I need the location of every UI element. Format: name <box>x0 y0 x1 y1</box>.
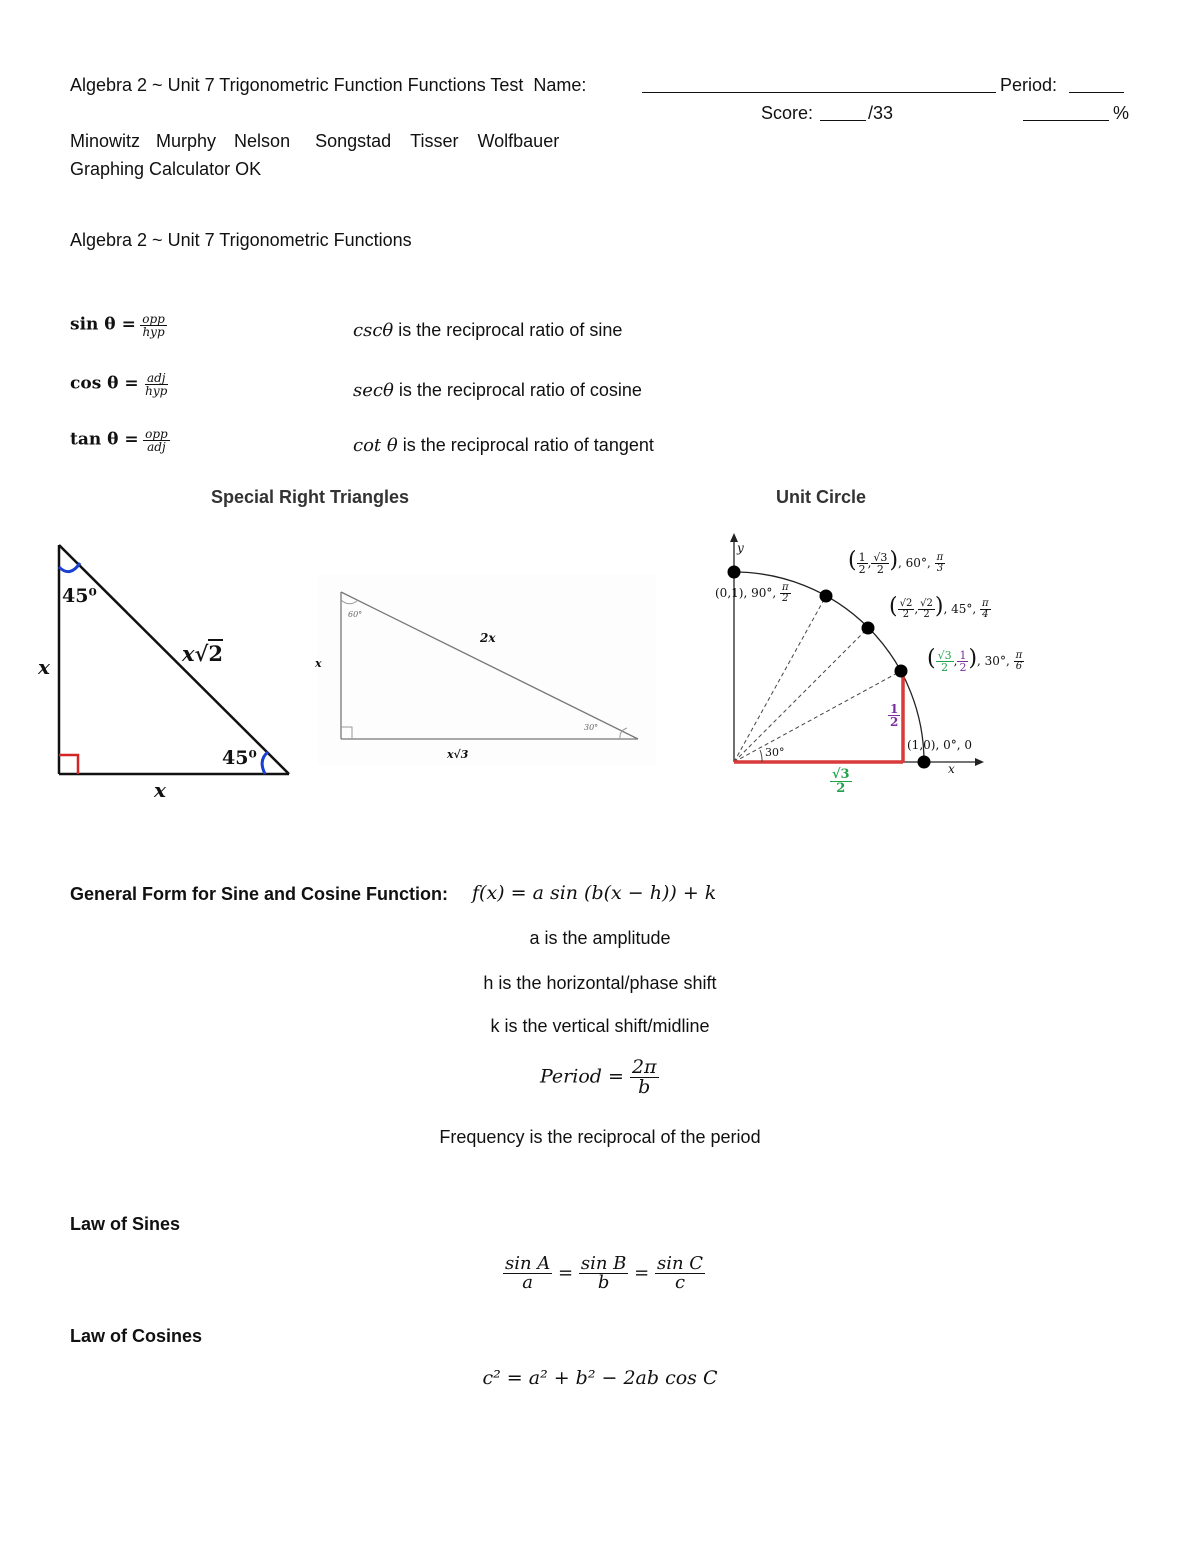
phase-shift-line: h is the horizontal/phase shift <box>483 973 717 993</box>
teacher-list: Minowitz Murphy Nelson Songstad Tisser Wolfbauer <box>70 131 560 151</box>
point-60 <box>820 590 833 603</box>
point-90 <box>728 566 741 579</box>
label-60: ( $\frac{1}{2}$ , $\frac{√3}{2}$ ), 60°, $\frac{\pi}{3}$ <box>848 548 944 576</box>
score-total: /33 <box>868 103 894 123</box>
tri45-angle-top: 45⁰ <box>62 585 97 607</box>
general-form-label: General Form for Sine and Cosine Function: <box>70 884 449 904</box>
amplitude-line: a is the amplitude <box>529 928 671 948</box>
label-30: ( $\frac{√3}{2}$ , $\frac{1}{2}$ ), 30°, $\frac{\pi}{6}$ <box>927 646 1023 674</box>
point-0 <box>918 756 931 769</box>
special-triangles-heading: Special Right Triangles <box>211 487 410 507</box>
point-30 <box>895 665 908 678</box>
frequency-line: Frequency is the reciprocal of the period <box>439 1127 761 1147</box>
section-title: Algebra 2 ~ Unit 7 Trigonometric Functions <box>70 230 412 250</box>
law-of-cosines-label: Law of Cosines <box>70 1326 203 1346</box>
tri45-hyp: x√2 <box>182 641 223 666</box>
tri30-side-left: x <box>315 657 322 670</box>
percent-sign: % <box>1113 103 1130 123</box>
cos-ratio: cos θ = $\frac{\text{adj}}{\text{hyp}}$ <box>70 371 168 398</box>
tri45-side-bottom: x <box>154 778 166 802</box>
period-label: Period: <box>1000 75 1058 95</box>
label-0: (1,0), 0°, 0 <box>907 738 972 752</box>
score-label: Score: <box>761 103 814 123</box>
tri30-angle-bottom: 30° <box>584 723 599 732</box>
adjacent-length: $\frac{√3}{2}$ <box>832 767 850 796</box>
calculator-note: Graphing Calculator OK <box>70 159 262 179</box>
general-form-formula: f(x) = a sin (b(x − h)) + k <box>472 882 717 904</box>
angle-label-30: 30° <box>765 746 785 759</box>
sec-note: secθ is the reciprocal ratio of cosine <box>353 380 642 401</box>
csc-note: cscθ is the reciprocal ratio of sine <box>353 320 623 341</box>
sin-ratio: sin θ = $\frac{\text{opp}}{\text{hyp}}$ <box>70 312 165 339</box>
vertical-shift-line: k is the vertical shift/midline <box>490 1016 710 1036</box>
tri30-angle-top: 60° <box>348 610 363 619</box>
point-45 <box>862 622 875 635</box>
tri45-side-left: x <box>38 655 50 679</box>
cot-note: cot θ is the reciprocal ratio of tangent <box>353 435 654 456</box>
tri45-angle-bottom: 45⁰ <box>222 747 257 769</box>
unit-circle-heading: Unit Circle <box>776 487 867 507</box>
y-axis-label: y <box>737 541 744 555</box>
label-45: ( $\frac{√2}{2}$ , $\frac{√2}{2}$ ), 45°, $\frac{\pi}{4}$ <box>889 594 989 620</box>
law-of-sines-label: Law of Sines <box>70 1214 181 1234</box>
tri30-hyp: 2x <box>480 631 496 645</box>
law-of-sines-formula: $\frac{\text{sin A}}{a}$ = $\frac{\text{sin B}}{b}$ = $\frac{\text{sin C}}{c}$ <box>505 1253 704 1293</box>
period-formula: Period = $\frac{2\pi}{b}$ <box>540 1056 657 1098</box>
tan-ratio: tan θ = $\frac{\text{opp}}{\text{adj}}$ <box>70 427 168 454</box>
test-title: Algebra 2 ~ Unit 7 Trigonometric Function Functions Test Name: <box>70 75 587 95</box>
x-axis-label: x <box>948 762 955 776</box>
law-of-cosines-formula: c² = a² + b² − 2ab cos C <box>482 1367 718 1389</box>
opposite-length: $\frac{1}{2}$ <box>890 702 899 729</box>
tri30-side-bottom: x√3 <box>447 748 469 761</box>
label-90: (0,1), 90°, $\frac{\pi}{2}$ <box>715 582 789 604</box>
